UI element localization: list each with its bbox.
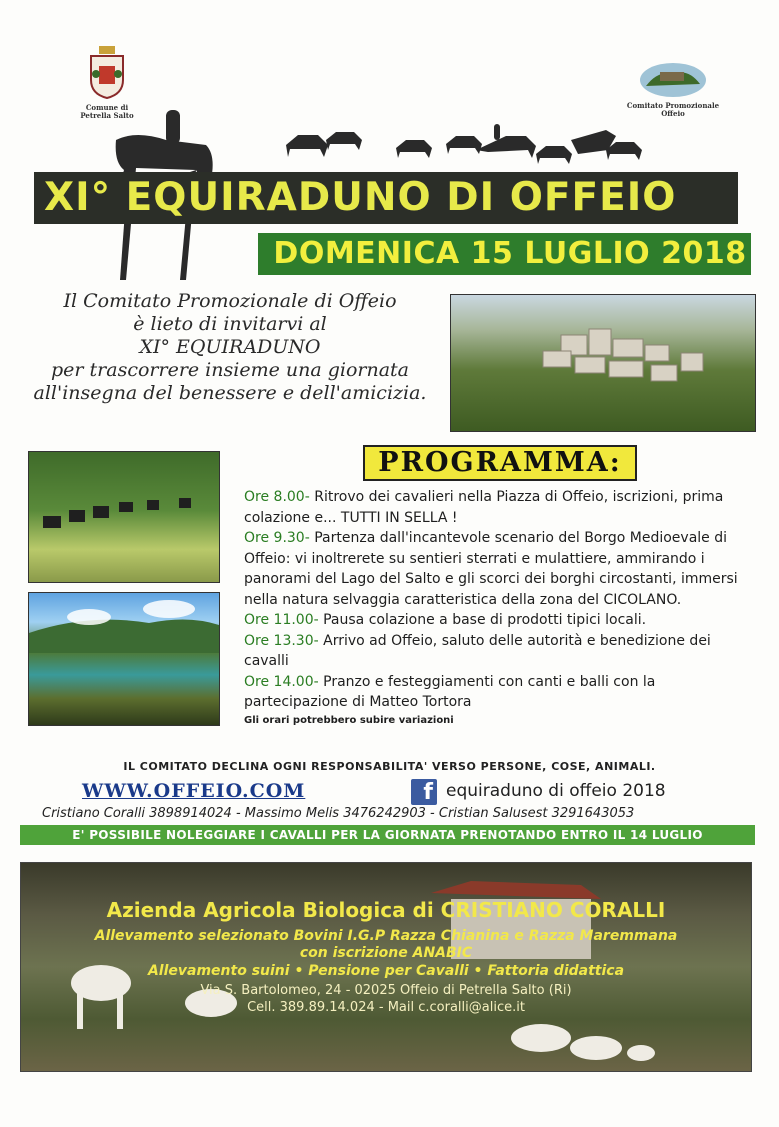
- comitato-caption: Comitato Promozionale Offeio: [626, 101, 720, 118]
- item-time: Ore 11.00-: [244, 612, 319, 628]
- disclaimer: IL COMITATO DECLINA OGNI RESPONSABILITA' VERSO PERSONE, COSE, ANIMALI.: [123, 760, 656, 773]
- farm-line: Allevamento suini • Pensione per Cavalli • Fattoria didattica: [147, 963, 625, 979]
- facebook-icon-glyph: f: [423, 780, 433, 805]
- programma-item: [244, 528, 744, 610]
- event-title: XI° EQUIRADUNO DI OFFEIO: [44, 175, 677, 220]
- item-time: Ore 13.30-: [244, 632, 319, 649]
- website-link[interactable]: WWW.OFFEIO.COM: [82, 780, 306, 802]
- programma-item: [244, 487, 744, 528]
- village-logo-icon: [638, 58, 708, 98]
- facebook-icon[interactable]: [411, 779, 437, 805]
- farm-line: con iscrizione ANABIC: [299, 945, 473, 961]
- item-text: Partenza dall'incantevole scenario del Borgo Medioevale di Offeio: vi inoltrerete su sentieri sterrati e mulattiere, ammirando i panorami del Lago del Salto e gli scorci dei borghi circostanti, immersi nella natura selvaggia caratteristica della zona del CICOLANO.: [244, 530, 738, 608]
- crest-icon: [87, 44, 127, 100]
- event-date: DOMENICA 15 LUGLIO 2018: [273, 236, 747, 271]
- programma-item: [244, 672, 744, 713]
- programma-item: [244, 631, 744, 672]
- farm-title: Azienda Agricola Biologica di CRISTIANO CORALLI: [106, 898, 666, 922]
- riders-photo: [28, 451, 220, 583]
- item-text: Pausa colazione a base di prodotti tipici locali.: [318, 612, 647, 628]
- invite-line: per trascorrere insieme una giornata: [51, 359, 409, 381]
- invite-line: è lieto di invitarvi al: [133, 313, 327, 335]
- programma-heading: PROGRAMMA:: [363, 445, 637, 481]
- farm-address: Via S. Bartolomeo, 24 - 02025 Offeio di Petrella Salto (Ri): [200, 983, 572, 998]
- item-time: Ore 8.00-: [244, 489, 310, 505]
- facebook-page[interactable]: equiraduno di offeio 2018: [446, 781, 666, 801]
- comune-logo: [72, 44, 142, 120]
- contacts: Cristiano Coralli 3898914024 - Massimo Melis 3476242903 - Cristian Salusest 3291643053: [42, 806, 635, 821]
- horse-riders-icon: [29, 452, 219, 582]
- rental-banner: E' POSSIBILE NOLEGGIARE I CAVALLI PER LA GIORNATA PRENOTANDO ENTRO IL 14 LUGLIO: [20, 825, 755, 845]
- schedule-note: Gli orari potrebbero subire variazioni: [244, 714, 454, 726]
- farm-line: Allevamento selezionato Bovini I.G.P Razza Chianina e Razza Maremmana: [94, 928, 678, 944]
- programma-item: [244, 610, 744, 631]
- item-time: Ore 14.00-: [244, 673, 319, 690]
- comune-caption: Comune di Petrella Salto: [80, 103, 134, 120]
- item-text: Ritrovo dei cavalieri nella Piazza di Offeio, iscrizioni, prima colazione e... TUTTI IN SELLA !: [244, 489, 724, 526]
- invite-text: [18, 290, 442, 405]
- lake-landscape-icon: [29, 593, 219, 725]
- item-text: Arrivo ad Offeio, saluto delle autorità e benedizione dei cavalli: [244, 632, 711, 669]
- item-time: Ore 9.30-: [244, 530, 310, 546]
- village-photo: [450, 294, 756, 432]
- invite-line: XI° EQUIRADUNO: [139, 336, 321, 358]
- village-houses-icon: [451, 295, 755, 431]
- item-text: Pranzo e festeggiamenti con canti e balli con la partecipazione di Matteo Tortora: [244, 673, 656, 710]
- invite-line: all'insegna del benessere e dell'amicizia.: [33, 382, 427, 404]
- comitato-logo: [618, 58, 728, 118]
- invite-line: Il Comitato Promozionale di Offeio: [63, 290, 397, 312]
- lake-photo: [28, 592, 220, 726]
- farm-contact: Cell. 389.89.14.024 - Mail c.coralli@alice.it: [247, 1000, 525, 1015]
- programma-list: [244, 487, 744, 728]
